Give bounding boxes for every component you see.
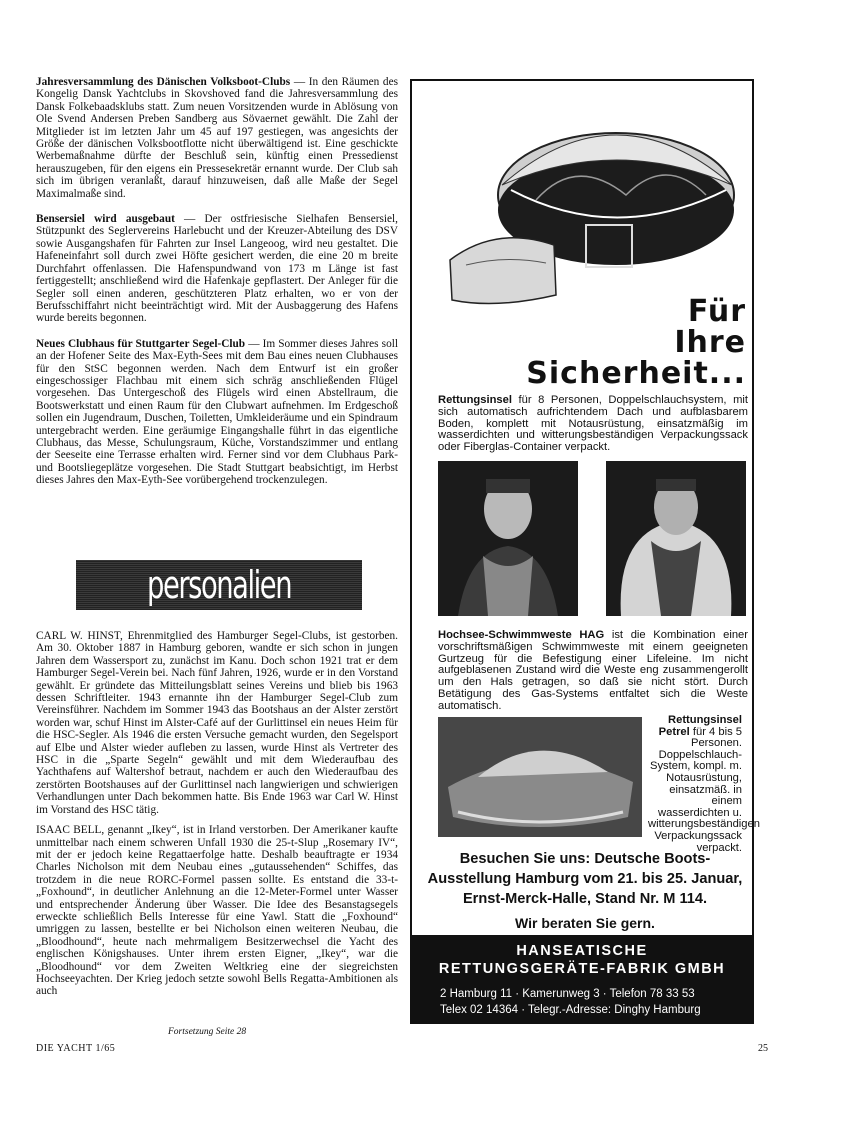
life-raft-image [436, 95, 736, 313]
article-body: — Der ostfriesische Sielhafen Bensersiel, Stützpunkt des Seglervereins Harlebucht und der Kreuzer-Abteilung des DSV sowie Ausgangshafen für Fahrten zur Insel Langeoog, wird neu gestaltet. Die Hafeneinfahrt soll durch zwei Höfte gesichert werden, die eine 20 m breite Durchfahrt offenlassen. Die Hafenspundwand von 173 m Länge ist fast fertiggestellt; anschließend wird die Hafenkaje gepflastert. Der Anleger für die Segler soll einen anderen, geschützteren Platz erhalten, wo er von der Berufsschiffahrt nicht beeinträchtigt wird. Mit der Ausbaggerung des Hafens wurde bereits begonnen. [36, 213, 398, 325]
article-heading: Jahresversammlung des Dänischen Volksboot-Clubs [36, 76, 291, 88]
headline-line: Sicherheit... [526, 356, 746, 391]
vest-description [438, 630, 748, 713]
person-image [606, 461, 746, 616]
product-text: für 4 bis 5 Personen. Doppelschlauch-System, kompl. m. Notausrüstung, einsatzmäß. in einem wasserdichten u. witterungsbeständigen Verpackungssack verpackt. [648, 725, 760, 854]
product-name: Hochsee-Schwimmweste HAG [438, 629, 605, 641]
article-bensersiel [36, 213, 398, 325]
product-name: Rettungsinsel Petrel [658, 714, 742, 738]
obituary-hinst: CARL W. HINST, Ehrenmitglied des Hamburger Segel-Clubs, ist gestorben. Am 30. Oktober 1887 in Hamburg geboren, wandte er sich schon in jungen Jahren dem Wassersport zu, zunächst im Kanu. Doch schon 1921 trat er dem Hamburger Segel-Verein bei. Nach fünf Jahren, 1926, wurde er in den Vorstand gewählt. Er gründete das Mitteilungsblatt seines Vereins und blieb bis 1963 dessen Schriftleiter. 1943 ernannte ihn der Hamburger Segel-Club zum Vereinsführer. Nachdem im Sommer 1943 das Bootshaus an der Alster zerstört worden war, schuf Hinst im Alster-Café auf der Gurlittinsel ein neues Heim für die HSC-Segler. Als 1946 die ersten Versuche gemacht wurden, den Segelsport auf Elbe und Alster wieder aufleben zu lassen, wurde Hinst als Vertreter des HSC in die „Sparte Segeln“ gewählt und mit dem Wiederaufbau des Yachthafens auf Waltershof betraut, nachdem er auch den Wiederaufbau des zerstörten Bootshauses auf der Gurlittinsel nach langwierigen und schwierigen Verhandlungen unter Dach bekommen hatte. Bis Ende 1963 war Carl W. Hinst im Vorstand des HSC tätig. [36, 630, 398, 816]
raft-description [438, 395, 748, 454]
banner-text: personalien [146, 563, 292, 607]
visit-line: Ernst-Merck-Halle, Stand Nr. M 114. [462, 891, 708, 907]
article-heading: Bensersiel wird ausgebaut [36, 213, 175, 226]
obituary-bell: ISAAC BELL, genannt „Ikey“, ist in Irland verstorben. Der Amerikaner kaufte unmittelbar nach einem schweren Unfall 1930 die 25-t-Slup „Rosemary IV“, mit der er jedoch keine Regattaerfolge hatte. Deshalb beauftragte er 1934 Charles Nicholson mit dem Neubau eines „gutaussehenden“ Schiffes, das trotzdem in die neue RORC-Formel passen sollte. Es entstand die 33-t-„Foxhound“, in deutlicher Anlehnung an die 12-Meter-Formel unter Wasser und entsprechender Änderung über Wasser. Die Idee des Besanstagsegels erweckte schließlich Bells Interesse für eine Yawl. Statt die „Foxhound“ umriggen zu lassen, bestellte er bei Nicholson einen weiteren Neubau, die „Bloodhound“, heute nach mehrmaligem Besitzerwechsel die Yacht des englischen Königshauses. Unter ihrem ersten Eigner, „Ikey“, war die „Bloodhound“ vor dem Zweiten Weltkrieg eine der siegreichsten Hochseeyachten. Der Krieg jedoch setzte sowohl Bells Regatta-Ambitionen als auch [36, 824, 398, 998]
visit-subline: Wir beraten Sie gern. [515, 915, 655, 931]
product-name: Rettungsinsel [438, 394, 512, 406]
article-heading: Neues Clubhaus für Stuttgarter Segel-Club [36, 337, 246, 350]
petrel-description [648, 714, 760, 854]
company-name: HANSEATISCHE [516, 943, 648, 959]
continued-note: Fortsetzung Seite 28 [168, 1027, 247, 1037]
personalien-banner [76, 560, 362, 610]
page-number: 25 [758, 1043, 768, 1054]
visit-line: Besuchen Sie uns: Deutsche Boots-Ausstellung Hamburg vom 21. bis 25. Januar, [427, 851, 743, 887]
article-volksboot [36, 76, 398, 200]
raft-image [438, 717, 642, 837]
company-address: 2 Hamburg 11 · Kamerunweg 3 · Telefon 78 33 53 [440, 988, 695, 1000]
article-body: — In den Räumen des Kongelig Dansk Yachtclubs in Skovshoved fand die Jahresversammlung des Dansk Folkebaadsklubs statt. Zum neuen Vorsitzenden wurde in Ablösung von Ole Svend Andersen Preben Sandberg aus Sövaernet gewählt. Die Zahl der Mitglieder ist im letzten Jahr um 45 auf 197 gestiegen, was angesichts der Größe der dänischen Volksbootflotte nicht überwältigend ist. Eine geschickte Werbemaßnahme dürfte der Beschluß sein, künftig einen Pressedienst herauszugeben, für den eigens ein Pressesekretär ernannt wurde. Der Club sah sich im übrigen veranlaßt, darauf hinzuweisen, daß alle Maße der Segel Maximalmaße sind. [36, 76, 398, 200]
product-text: ist die Kombination einer vorschriftsmäßigen Schwimmweste mit einem geeigneten Gurtzeug für die Befestigung einer Lifeleine. Im nicht aufgeblasenen Zustand wird die Weste eng zusammengerollt um den Hals getragen, so daß sie nicht stört. Durch Betätigung des Gas-Systems entfaltet sich die Weste automatisch. [438, 629, 748, 712]
article-body: — Im Sommer dieses Jahres soll an der Hofener Seite des Max-Eyth-Sees mit dem Bau eines neuen Clubhauses für den StSC begonnen werden. Nach dem Entwurf ist ein großer eingeschossiger Flachbau mit einem sich schräg anschließenden Flügel vorgesehen. Das Untergeschoß des Flügels wird einen Abstellraum, die Bootswerkstatt und einen Raum für den Clubwart aufnehmen. Im Erdgeschoß sollen ein Jugendraum, Duschen, Toiletten, Umkleideräume und ein Spindraum untergebracht werden. Eine geräumige Eingangshalle führt in das eigentliche Clubhaus, das Messe, Schulungsraum, Küche, Vorstandszimmer und entlang der Seeseite eine Terrasse erhalten wird. Ferner sind vor dem Clubhaus Park- und Bootsliegeplätze vorgesehen. Die Stadt Stuttgart beabsichtigt, im Herbst dieses Jahres den Max-Eyth-See vorübergehend trockenzulegen. [36, 337, 399, 487]
company-block [412, 935, 752, 1024]
personalien-column [36, 630, 398, 1006]
magazine-footer: DIE YACHT 1/65 [36, 1043, 116, 1054]
petrel-raft-photo [438, 717, 642, 837]
headline-line: Ihre [674, 325, 746, 360]
ad-headline [526, 296, 746, 389]
person-image [438, 461, 578, 616]
visit-notice [424, 849, 746, 933]
product-text: für 8 Personen, Doppelschlauchsystem, mit sich automatisch aufrichtendem Dach und aufblasbarem Boden, komplett mit Notausrüstung, einsatzmäßig im wasserdichten und witterungsbeständigen Verpackungssack oder Fiberglas-Container verpackt. [438, 394, 748, 454]
headline-line: Für [687, 294, 746, 329]
vest-photo-inflated [606, 461, 746, 616]
advertisement [410, 79, 760, 1024]
company-telex: Telex 02 14364 · Telegr.-Adresse: Dinghy Hamburg [440, 1004, 701, 1016]
vest-photo-deflated [438, 461, 578, 616]
company-name: RETTUNGSGERÄTE-FABRIK GMBH [438, 961, 726, 977]
news-column [36, 76, 398, 500]
article-stuttgart [36, 338, 398, 487]
